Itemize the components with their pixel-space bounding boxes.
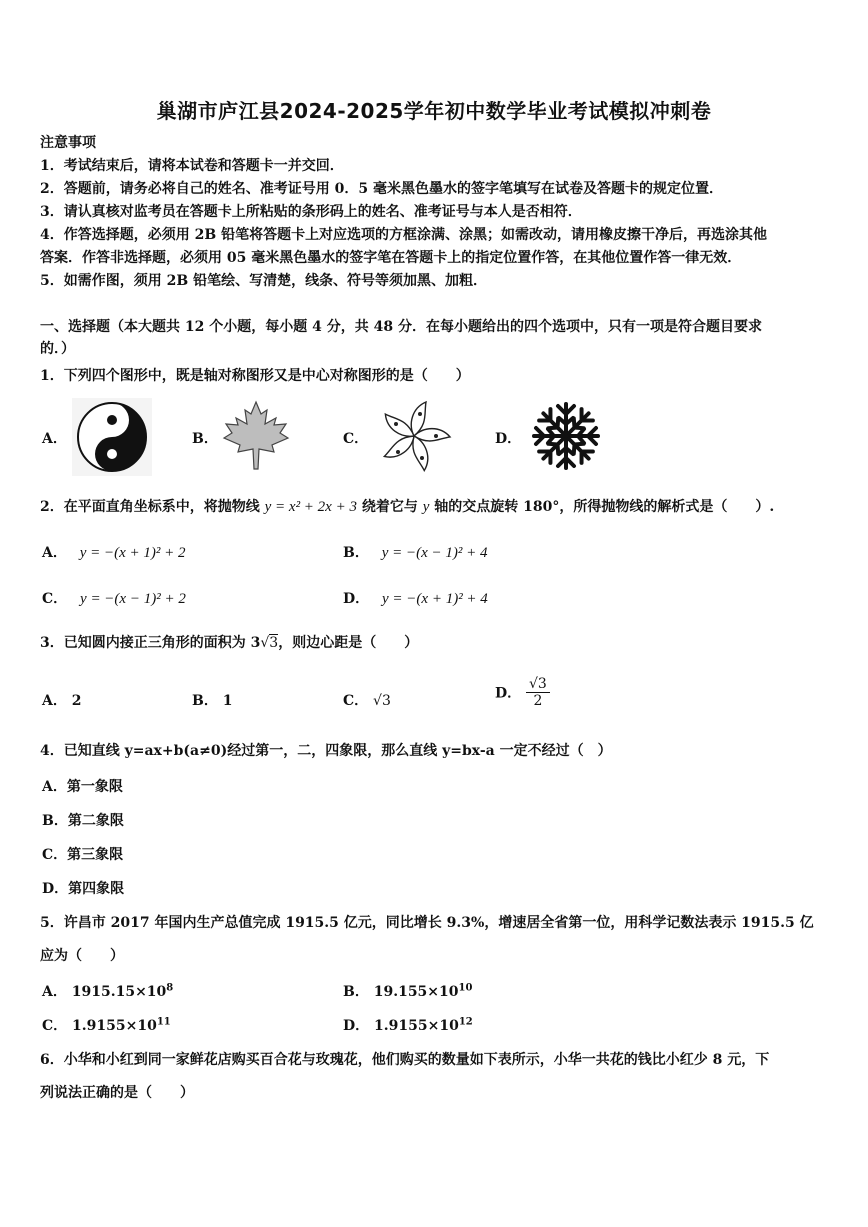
q3-radicand: 3 [269, 635, 279, 651]
snowflake-icon [528, 398, 604, 474]
q5-option-label: A． [42, 984, 67, 1000]
bauhinia-flower-icon [372, 396, 456, 476]
q2-stem-part-c: 轴的交点旋转 180°，所得抛物线的解析式是（ ）. [434, 499, 775, 515]
q3-stem-part-b: ，则边心距是（ ） [278, 635, 419, 651]
q5-option-base: 1915.15×10 [71, 984, 167, 1000]
q3-option-value: √3 [373, 693, 391, 709]
q1-option-a-label: A． [42, 431, 67, 447]
q2-option-expr: y = −(x + 1)² + 4 [382, 591, 488, 607]
q5-option-exp: 10 [458, 982, 473, 994]
q5-option-label: C． [42, 1018, 68, 1034]
q4-option-d: D．第四象限 [42, 881, 125, 897]
q2-option-expr: y = −(x + 1)² + 2 [79, 545, 186, 561]
q3-option-a [42, 690, 82, 710]
q2-option-expr: y = −(x − 1)² + 4 [381, 545, 488, 561]
q2-option-b [343, 542, 488, 562]
q2-formula: y = x² + 2x + 3 [264, 499, 357, 515]
note-item: 4．作答选择题，必须用 2B 铅笔将答题卡上对应选项的方框涂满、涂黑；如需改动，请用橡皮擦干净后，再选涂其他 [40, 227, 768, 243]
q3-option-label: B． [192, 693, 218, 709]
fraction [526, 676, 550, 709]
exam-title: 巢湖市庐江县2024-2025学年初中数学毕业考试模拟冲刺卷 [156, 99, 712, 123]
q2-option-c [42, 588, 186, 608]
q5-option-exp: 8 [166, 982, 174, 994]
q3-option-d [495, 676, 550, 709]
q5-option-base: 1.9155×10 [374, 1018, 459, 1034]
section-heading-cont: 的．） [40, 341, 75, 357]
yin-yang-icon [72, 398, 152, 476]
note-item: 5．如需作图，须用 2B 铅笔绘、写清楚，线条、符号等须加黑、加粗． [40, 273, 488, 289]
section-heading: 一、选择题（本大题共 12 个小题，每小题 4 分，共 48 分．在每小题给出的四个选项中，只有一项是符合题目要求 [40, 319, 762, 335]
sqrt-sign: √ [260, 635, 270, 651]
q2-axis: y [422, 499, 430, 515]
note-item: 3．请认真核对监考员在答题卡上所粘贴的条形码上的姓名、准考证号与本人是否相符． [40, 204, 582, 220]
question-1-stem: 1．下列四个图形中，既是轴对称图形又是中心对称图形的是（ ） [40, 368, 470, 384]
fraction-numerator: √3 [526, 676, 550, 693]
q5-option-exp: 12 [458, 1016, 473, 1028]
q2-option-label: A． [42, 545, 67, 561]
fraction-denominator: 2 [533, 693, 543, 709]
note-item: 2．答题前，请务必将自己的姓名、准考证号用 0．5 毫米黑色墨水的签字笔填写在试卷及答题卡的规定位置． [40, 181, 723, 197]
q2-option-d [343, 588, 488, 608]
q4-option-c: C．第三象限 [42, 847, 124, 863]
q3-option-value: 1 [222, 693, 233, 709]
q2-stem-part-b: 绕着它与 [361, 499, 418, 515]
question-6-stem: 6．小华和小红到同一家鲜花店购买百合花与玫瑰花，他们购买的数量如下表所示，小华一共花的钱比小红少 8 元，下 [40, 1052, 770, 1068]
q2-stem-part-a: 2．在平面直角坐标系中，将抛物线 [40, 499, 260, 515]
q1-option-b-label: B． [192, 431, 218, 447]
maple-leaf-icon [216, 398, 296, 472]
q2-option-label: B． [343, 545, 369, 561]
q5-option-label: D． [343, 1018, 370, 1034]
note-item: 答案．作答非选择题，必须用 05 毫米黑色墨水的签字笔在答题卡上的指定位置作答，在其他位置作答一律无效． [40, 250, 742, 266]
q5-option-exp: 11 [156, 1016, 171, 1028]
question-4-stem: 4．已知直线 y=ax+b(a≠0)经过第一，二，四象限，那么直线 y=bx-a 一定不经过（ ） [40, 743, 612, 759]
notes-heading: 注意事项 [40, 135, 96, 151]
q5-option-c [42, 1015, 171, 1035]
question-2-stem [40, 496, 774, 516]
q5-option-a [42, 981, 173, 1001]
question-6-stem-cont: 列说法正确的是（ ） [40, 1085, 194, 1101]
q3-stem-part-a: 3．已知圆内接正三角形的面积为 3 [40, 635, 261, 651]
q5-option-b [343, 981, 472, 1001]
q5-option-base: 19.155×10 [373, 984, 459, 1000]
note-item: 1．考试结束后，请将本试卷和答题卡一并交回． [40, 158, 344, 174]
q2-option-label: D． [343, 591, 370, 607]
q3-option-b [192, 690, 232, 710]
question-3-stem [40, 632, 418, 652]
question-5-stem-cont: 应为（ ） [40, 948, 124, 964]
q3-option-value: 2 [71, 693, 82, 709]
q3-option-label: A． [42, 693, 67, 709]
q1-option-d-label: D． [495, 431, 522, 447]
q5-option-d [343, 1015, 473, 1035]
question-5-stem: 5．许昌市 2017 年国内生产总值完成 1915.5 亿元，同比增长 9.3%，增速居全省第一位，用科学记数法表示 1915.5 亿 [40, 915, 814, 931]
q2-option-expr: y = −(x − 1)² + 2 [80, 591, 186, 607]
q5-option-label: B． [343, 984, 369, 1000]
q4-option-a: A．第一象限 [42, 779, 123, 795]
q2-option-a [42, 542, 186, 562]
q3-option-label: D． [495, 685, 522, 702]
q1-option-c-label: C． [343, 431, 369, 447]
q3-option-label: C． [343, 693, 369, 709]
q3-option-c [343, 690, 391, 710]
q2-option-label: C． [42, 591, 68, 607]
q4-option-b: B．第二象限 [42, 813, 124, 829]
q5-option-base: 1.9155×10 [72, 1018, 157, 1034]
